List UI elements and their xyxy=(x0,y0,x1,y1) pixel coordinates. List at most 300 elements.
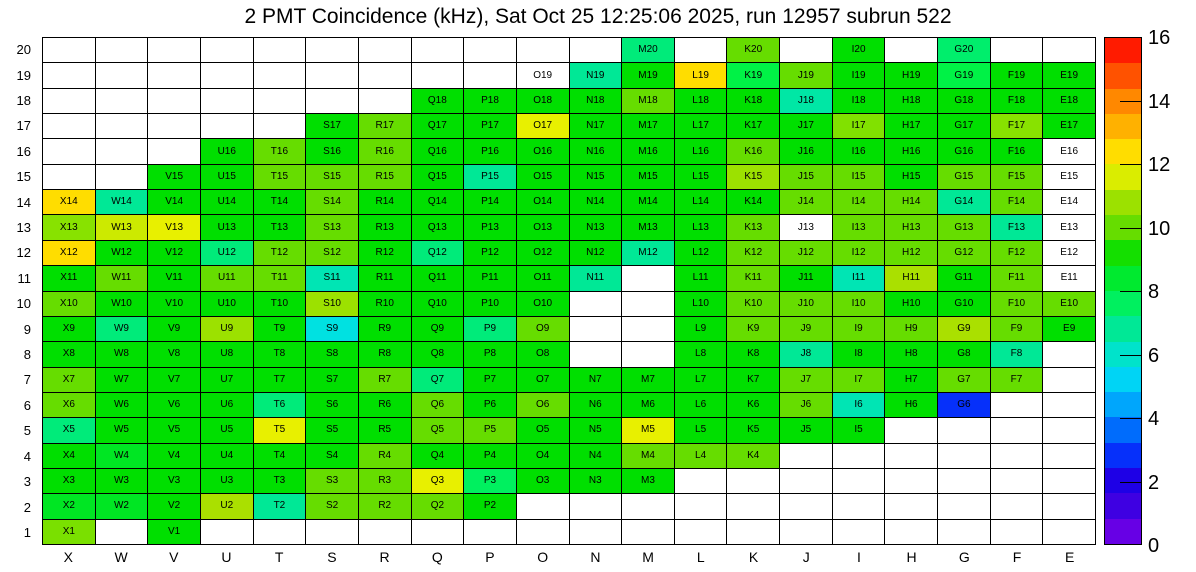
cell-label: U10 xyxy=(217,297,236,309)
y-axis-label: 13 xyxy=(16,220,31,236)
heatmap-cell xyxy=(674,291,727,316)
heatmap-cell xyxy=(358,468,411,493)
cell-label: T7 xyxy=(273,373,286,385)
heatmap-cell xyxy=(42,189,95,214)
x-axis-label: U xyxy=(221,549,232,565)
heatmap-cell xyxy=(411,417,464,442)
heatmap-cell xyxy=(884,341,937,366)
cell-label: Q3 xyxy=(430,475,445,487)
heatmap-cell xyxy=(569,443,622,468)
cell-label: M7 xyxy=(641,373,655,385)
cell-label: T6 xyxy=(273,399,286,411)
cell-label: N12 xyxy=(586,246,605,258)
cell-label: W12 xyxy=(111,246,132,258)
cell-label: Q10 xyxy=(427,297,447,309)
heatmap-cell xyxy=(463,189,516,214)
heatmap-cell xyxy=(411,214,464,239)
cell-label: T9 xyxy=(273,323,286,335)
heatmap-cell xyxy=(200,214,253,239)
heatmap-cell xyxy=(516,468,569,493)
heatmap-cell xyxy=(832,443,885,468)
heatmap-cell xyxy=(95,316,148,341)
cell-label: R2 xyxy=(378,500,392,512)
heatmap-cell xyxy=(569,214,622,239)
heatmap-cell xyxy=(200,240,253,265)
cell-label: I9 xyxy=(854,323,863,335)
cell-label: I17 xyxy=(851,120,866,132)
heatmap-cell xyxy=(516,392,569,417)
heatmap-cell xyxy=(200,113,253,138)
heatmap-cell xyxy=(937,62,990,87)
heatmap-cell xyxy=(463,367,516,392)
cell-label: I15 xyxy=(851,170,866,182)
cell-label: X1 xyxy=(62,525,75,537)
y-axis-label: 19 xyxy=(16,67,31,83)
heatmap-cell xyxy=(147,341,200,366)
heatmap-cell xyxy=(726,291,779,316)
colorbar-band xyxy=(1105,190,1141,215)
cell-label: S11 xyxy=(323,272,341,284)
heatmap-cell xyxy=(884,367,937,392)
heatmap-cell xyxy=(358,519,411,544)
cell-label: V7 xyxy=(168,373,181,385)
cell-label: G14 xyxy=(954,196,974,208)
heatmap-cell xyxy=(305,214,358,239)
heatmap-cell xyxy=(990,291,1043,316)
heatmap-cell xyxy=(147,519,200,544)
cell-label: K14 xyxy=(744,196,763,208)
cell-label: P3 xyxy=(483,475,497,487)
cell-label: G11 xyxy=(954,272,973,284)
cell-label: S15 xyxy=(323,170,341,182)
cell-label: F17 xyxy=(1007,120,1026,132)
cell-label: H14 xyxy=(902,196,921,208)
heatmap-cell xyxy=(1042,62,1095,87)
heatmap-cell xyxy=(95,493,148,518)
heatmap-cell xyxy=(411,291,464,316)
cell-label: T2 xyxy=(273,500,286,512)
cell-label: H7 xyxy=(904,373,918,385)
cell-label: S6 xyxy=(325,399,339,411)
heatmap-cell xyxy=(990,214,1043,239)
cell-label: X14 xyxy=(59,196,78,208)
heatmap-cell xyxy=(42,392,95,417)
heatmap-cell xyxy=(305,138,358,163)
heatmap-cell xyxy=(95,62,148,87)
heatmap-cell xyxy=(95,367,148,392)
heatmap-cell xyxy=(990,519,1043,544)
heatmap-cell xyxy=(621,265,674,290)
heatmap-cell xyxy=(884,37,937,62)
cell-label: T12 xyxy=(270,246,289,258)
cell-label: G17 xyxy=(954,120,974,132)
cell-label: E11 xyxy=(1060,272,1078,284)
heatmap-cell xyxy=(884,417,937,442)
heatmap-cell xyxy=(884,468,937,493)
heatmap-cell xyxy=(95,37,148,62)
heatmap-cell xyxy=(1042,316,1095,341)
heatmap-cell xyxy=(253,88,306,113)
heatmap-cell xyxy=(147,493,200,518)
heatmap-cell xyxy=(147,240,200,265)
cell-label: L14 xyxy=(692,196,709,208)
x-axis-label: O xyxy=(537,549,549,565)
y-axis-label: 7 xyxy=(23,372,31,388)
cell-label: U16 xyxy=(217,145,236,157)
heatmap-cell xyxy=(147,392,200,417)
heatmap-cell xyxy=(1042,214,1095,239)
heatmap-cell xyxy=(884,138,937,163)
heatmap-cell xyxy=(832,240,885,265)
heatmap-cell xyxy=(147,367,200,392)
heatmap-cell xyxy=(42,316,95,341)
heatmap-cell xyxy=(726,519,779,544)
cell-label: P17 xyxy=(481,120,499,132)
cell-label: W4 xyxy=(113,449,129,461)
cell-label: L13 xyxy=(692,221,709,233)
cell-label: K8 xyxy=(747,348,760,360)
heatmap-cell xyxy=(726,113,779,138)
heatmap-cell xyxy=(937,37,990,62)
cell-label: H6 xyxy=(904,399,918,411)
cell-label: R10 xyxy=(375,297,394,309)
heatmap-cell xyxy=(621,240,674,265)
x-axis-label: H xyxy=(906,549,917,565)
heatmap-cell xyxy=(990,417,1043,442)
heatmap-cell xyxy=(884,493,937,518)
cell-label: F11 xyxy=(1008,272,1025,284)
cell-label: L11 xyxy=(692,272,709,284)
cell-label: I7 xyxy=(854,373,863,385)
cell-label: L16 xyxy=(692,145,709,157)
cell-label: L6 xyxy=(695,399,707,411)
cell-label: O4 xyxy=(536,449,550,461)
heatmap-cell xyxy=(674,519,727,544)
heatmap-cell xyxy=(832,37,885,62)
heatmap-cell xyxy=(726,189,779,214)
heatmap-cell xyxy=(200,316,253,341)
heatmap-cell xyxy=(832,341,885,366)
heatmap-cell xyxy=(937,367,990,392)
cell-label: G20 xyxy=(954,44,974,56)
heatmap-cell xyxy=(884,291,937,316)
cell-label: S2 xyxy=(325,500,339,512)
colorbar-tick xyxy=(1120,164,1141,165)
heatmap-cell xyxy=(1042,88,1095,113)
cell-label: S9 xyxy=(325,323,339,335)
cell-label: L17 xyxy=(692,120,709,132)
heatmap-cell xyxy=(569,37,622,62)
cell-label: K16 xyxy=(744,145,763,157)
heatmap-cell xyxy=(779,417,832,442)
cell-label: I18 xyxy=(851,94,866,106)
heatmap-cell xyxy=(463,468,516,493)
heatmap-cell xyxy=(516,493,569,518)
cell-label: V5 xyxy=(168,424,181,436)
heatmap-cell xyxy=(95,265,148,290)
heatmap-cell xyxy=(726,417,779,442)
cell-label: Q7 xyxy=(430,373,445,385)
cell-label: J7 xyxy=(800,373,812,385)
colorbar-band xyxy=(1105,139,1141,164)
cell-label: S10 xyxy=(323,297,341,309)
cell-label: U11 xyxy=(217,272,236,284)
heatmap-cell xyxy=(463,316,516,341)
heatmap-cell xyxy=(779,214,832,239)
cell-label: H15 xyxy=(902,170,921,182)
heatmap-cell xyxy=(516,443,569,468)
heatmap-cell xyxy=(305,164,358,189)
heatmap-cell xyxy=(253,62,306,87)
heatmap-cell xyxy=(726,392,779,417)
heatmap-cell xyxy=(832,113,885,138)
heatmap-cell xyxy=(569,88,622,113)
heatmap-cell xyxy=(411,443,464,468)
heatmap-cell xyxy=(674,493,727,518)
heatmap-cell xyxy=(990,138,1043,163)
colorbar-tick xyxy=(1120,418,1141,419)
heatmap-cell xyxy=(463,113,516,138)
heatmap-cell xyxy=(305,392,358,417)
cell-label: V12 xyxy=(165,246,184,258)
cell-label: Q15 xyxy=(427,170,447,182)
cell-label: E10 xyxy=(1060,297,1079,309)
heatmap-cell xyxy=(1042,468,1095,493)
heatmap-cell xyxy=(42,214,95,239)
heatmap-cell xyxy=(253,468,306,493)
heatmap-cell xyxy=(621,164,674,189)
heatmap-cell xyxy=(253,265,306,290)
heatmap-cell xyxy=(411,189,464,214)
cell-label: K4 xyxy=(747,449,760,461)
heatmap-cell xyxy=(253,164,306,189)
cell-label: T5 xyxy=(273,424,286,436)
cell-label: X9 xyxy=(62,323,75,335)
cell-label: S14 xyxy=(323,196,341,208)
heatmap-cell xyxy=(884,316,937,341)
cell-label: L18 xyxy=(692,94,709,106)
heatmap-cell xyxy=(832,189,885,214)
y-axis-label: 2 xyxy=(23,499,31,515)
heatmap-cell xyxy=(621,37,674,62)
x-axis-label: Q xyxy=(431,549,443,565)
cell-label: Q17 xyxy=(427,120,447,132)
heatmap-cell xyxy=(358,341,411,366)
heatmap-cell xyxy=(621,291,674,316)
heatmap-cell xyxy=(726,316,779,341)
heatmap-cell xyxy=(569,62,622,87)
heatmap-cell xyxy=(674,88,727,113)
cell-label: J15 xyxy=(797,170,814,182)
cell-label: S3 xyxy=(325,475,339,487)
cell-label: O15 xyxy=(533,170,553,182)
heatmap-cell xyxy=(305,341,358,366)
cell-label: N19 xyxy=(586,69,605,81)
cell-label: M14 xyxy=(638,196,658,208)
heatmap-cell xyxy=(990,37,1043,62)
heatmap-cell xyxy=(463,291,516,316)
heatmap-cell xyxy=(42,164,95,189)
cell-label: R3 xyxy=(378,475,392,487)
heatmap-cell xyxy=(463,392,516,417)
cell-label: J11 xyxy=(798,272,814,284)
heatmap-cell xyxy=(779,62,832,87)
heatmap-cell xyxy=(95,468,148,493)
heatmap-cell xyxy=(726,493,779,518)
cell-label: G6 xyxy=(957,399,971,411)
heatmap-cell xyxy=(1042,113,1095,138)
cell-label: Q18 xyxy=(427,94,447,106)
heatmap-cell xyxy=(42,417,95,442)
cell-label: W10 xyxy=(111,297,132,309)
heatmap-cell xyxy=(990,367,1043,392)
heatmap-cell xyxy=(305,316,358,341)
cell-label: O7 xyxy=(536,373,550,385)
heatmap-grid xyxy=(42,37,1096,545)
colorbar-band xyxy=(1105,392,1141,417)
cell-label: M3 xyxy=(641,475,655,487)
heatmap-cell xyxy=(95,189,148,214)
colorbar-tick-label: 14 xyxy=(1148,90,1171,113)
heatmap-cell xyxy=(200,291,253,316)
cell-label: W11 xyxy=(111,272,132,284)
cell-label: I10 xyxy=(851,297,866,309)
cell-label: R11 xyxy=(375,272,394,284)
colorbar-tick-label: 6 xyxy=(1148,344,1160,367)
heatmap-cell xyxy=(253,113,306,138)
heatmap-cell xyxy=(358,316,411,341)
heatmap-cell xyxy=(884,519,937,544)
heatmap-cell xyxy=(1042,37,1095,62)
cell-label: J13 xyxy=(797,221,814,233)
cell-label: G12 xyxy=(954,246,974,258)
cell-label: U8 xyxy=(220,348,234,360)
cell-label: L9 xyxy=(695,323,707,335)
heatmap-cell xyxy=(463,240,516,265)
heatmap-cell xyxy=(674,392,727,417)
cell-label: F7 xyxy=(1010,373,1023,385)
x-axis-label: E xyxy=(1065,549,1075,565)
cell-label: T11 xyxy=(271,272,288,284)
heatmap-cell xyxy=(937,417,990,442)
heatmap-cell xyxy=(463,265,516,290)
heatmap-cell xyxy=(569,265,622,290)
heatmap-cell xyxy=(937,214,990,239)
heatmap-cell xyxy=(95,392,148,417)
cell-label: T3 xyxy=(273,475,286,487)
cell-label: N13 xyxy=(586,221,605,233)
cell-label: R12 xyxy=(375,246,394,258)
heatmap-cell xyxy=(411,37,464,62)
x-axis-label: L xyxy=(696,549,705,565)
cell-label: T13 xyxy=(270,221,289,233)
heatmap-cell xyxy=(990,113,1043,138)
heatmap-cell xyxy=(990,62,1043,87)
cell-label: R15 xyxy=(375,170,394,182)
cell-label: I5 xyxy=(854,424,863,436)
heatmap-cell xyxy=(621,341,674,366)
heatmap-cell xyxy=(832,519,885,544)
heatmap-cell xyxy=(42,37,95,62)
heatmap-cell xyxy=(463,443,516,468)
cell-label: U9 xyxy=(220,323,234,335)
cell-label: I11 xyxy=(851,272,866,284)
colorbar-band xyxy=(1105,164,1141,189)
heatmap-cell xyxy=(516,113,569,138)
x-axis-label: P xyxy=(485,549,495,565)
cell-label: N5 xyxy=(588,424,602,436)
cell-label: P9 xyxy=(483,323,497,335)
heatmap-cell xyxy=(411,367,464,392)
cell-label: G19 xyxy=(954,69,974,81)
heatmap-cell xyxy=(832,316,885,341)
cell-label: V6 xyxy=(168,399,181,411)
heatmap-cell xyxy=(990,341,1043,366)
y-axis-label: 11 xyxy=(17,270,31,286)
cell-label: K20 xyxy=(744,44,763,56)
cell-label: I16 xyxy=(851,145,866,157)
heatmap-cell xyxy=(884,88,937,113)
heatmap-cell xyxy=(305,265,358,290)
cell-label: E17 xyxy=(1060,120,1079,132)
colorbar-tick-label: 8 xyxy=(1148,281,1160,303)
heatmap-cell xyxy=(937,519,990,544)
cell-label: N15 xyxy=(586,170,605,182)
heatmap-cell xyxy=(779,443,832,468)
heatmap-cell xyxy=(990,164,1043,189)
y-axis-label: 9 xyxy=(23,321,31,337)
cell-label: K11 xyxy=(744,272,762,284)
heatmap-cell xyxy=(779,88,832,113)
cell-label: G10 xyxy=(954,297,974,309)
cell-label: V10 xyxy=(165,297,184,309)
heatmap-cell xyxy=(779,468,832,493)
heatmap-cell xyxy=(937,240,990,265)
heatmap-cell xyxy=(200,443,253,468)
cell-label: F14 xyxy=(1007,196,1026,208)
cell-label: I14 xyxy=(851,196,866,208)
heatmap-cell xyxy=(990,316,1043,341)
heatmap-cell xyxy=(937,265,990,290)
colorbar-band xyxy=(1105,38,1141,63)
cell-label: O5 xyxy=(536,424,550,436)
cell-label: G16 xyxy=(954,145,974,157)
heatmap-cell xyxy=(937,88,990,113)
x-axis-label: X xyxy=(63,549,74,565)
cell-label: V1 xyxy=(168,525,181,537)
colorbar-band xyxy=(1105,291,1141,316)
heatmap-cell xyxy=(937,468,990,493)
heatmap-cell xyxy=(516,240,569,265)
cell-label: O14 xyxy=(533,196,553,208)
cell-label: O8 xyxy=(536,348,550,360)
heatmap-cell xyxy=(516,316,569,341)
cell-label: F12 xyxy=(1007,246,1026,258)
cell-label: F8 xyxy=(1010,348,1023,360)
cell-label: V13 xyxy=(165,221,184,233)
heatmap-cell xyxy=(200,468,253,493)
heatmap-cell xyxy=(147,291,200,316)
heatmap-cell xyxy=(95,138,148,163)
y-axis xyxy=(0,37,34,545)
cell-label: U7 xyxy=(220,373,234,385)
cell-label: S12 xyxy=(323,246,341,258)
x-axis xyxy=(42,549,1096,567)
cell-label: R9 xyxy=(378,323,392,335)
heatmap-cell xyxy=(147,88,200,113)
heatmap-cell xyxy=(674,316,727,341)
heatmap-cell xyxy=(358,240,411,265)
